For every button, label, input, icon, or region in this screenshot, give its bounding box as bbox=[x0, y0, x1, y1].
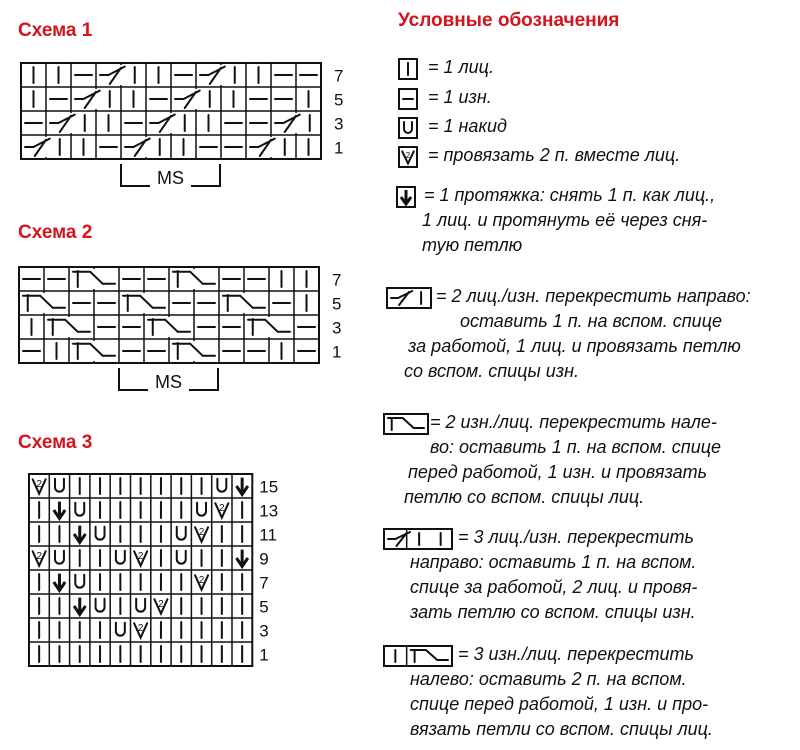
scheme1-title: Схема 1 bbox=[18, 20, 93, 41]
k2tog-number: 2 bbox=[36, 479, 42, 491]
k2tog-number: 2 bbox=[219, 503, 225, 515]
legend-item-cross3r-line: зать петлю со вспом. спицы изн. bbox=[410, 602, 696, 622]
legend-symbol-purl bbox=[398, 88, 418, 110]
legend-item-cross3l-line: = 3 изн./лиц. перекрестить bbox=[458, 644, 694, 664]
row-number: 7 bbox=[334, 66, 344, 86]
legend-symbol-cross2r bbox=[386, 287, 432, 309]
k2tog-number: 2 bbox=[158, 599, 164, 611]
legend-item-cross2r-line: за работой, 1 лиц. и провязать петлю bbox=[408, 336, 741, 356]
row-number: 5 bbox=[334, 90, 344, 110]
scheme2-title: Схема 2 bbox=[18, 222, 93, 243]
legend-item-cross3r-line: направо: оставить 1 п. на вспом. bbox=[410, 552, 697, 572]
row-number: 3 bbox=[259, 621, 269, 641]
legend-item-cross2l-line: перед работой, 1 изн. и провязать bbox=[408, 462, 708, 482]
legend-item-cross2r-line: = 2 лиц./изн. перекрестить направо: bbox=[436, 286, 751, 306]
legend-item-cross3l-line: налево: оставить 2 п. на вспом. bbox=[410, 669, 687, 689]
legend-symbol-cross3r bbox=[383, 528, 453, 550]
scheme2-chart bbox=[18, 266, 358, 364]
row-number: 9 bbox=[259, 549, 269, 569]
legend-item-cross2r-line: со вспом. спицы изн. bbox=[404, 361, 580, 381]
row-number: 1 bbox=[259, 645, 269, 665]
scheme1-ms-label: MS bbox=[157, 168, 184, 188]
legend-item-cross3l-line: спице перед работой, 1 изн. и про- bbox=[410, 694, 709, 714]
scheme3-title: Схема 3 bbox=[18, 432, 93, 453]
row-number: 7 bbox=[259, 573, 269, 593]
legend-item-cross2l-line: петлю со вспом. спицы лиц. bbox=[404, 487, 645, 507]
k2tog-number: 2 bbox=[137, 623, 144, 635]
legend-item-cross3l-line: вязать петли со вспом. спицы лиц. bbox=[410, 719, 713, 739]
row-number: 15 bbox=[259, 477, 279, 497]
k2tog-number: 2 bbox=[137, 551, 144, 563]
row-number: 5 bbox=[332, 294, 342, 314]
scheme1-chart bbox=[20, 62, 360, 160]
scheme2-ms-label: MS bbox=[155, 372, 182, 392]
row-number: 3 bbox=[334, 114, 344, 134]
legend-item-cross2r-line: оставить 1 п. на вспом. спице bbox=[460, 311, 722, 331]
row-number: 1 bbox=[332, 342, 342, 362]
legend-item-arrow-line: тую петлю bbox=[422, 235, 523, 255]
k2tog-number: 2 bbox=[405, 150, 411, 160]
k2tog-number: 2 bbox=[36, 551, 42, 563]
legend-item-purl-line: = 1 изн. bbox=[428, 87, 492, 107]
legend-symbol-knit bbox=[398, 58, 418, 80]
legend-item-knit-line: = 1 лиц. bbox=[428, 57, 494, 77]
legend-title: Условные обозначения bbox=[398, 10, 620, 31]
scheme3-chart bbox=[28, 473, 291, 667]
legend-item-yo-line: = 1 накид bbox=[428, 116, 507, 136]
k2tog-number: 2 bbox=[198, 527, 205, 539]
row-number: 7 bbox=[332, 270, 342, 290]
legend-symbol-k2tog bbox=[398, 146, 418, 168]
legend-item-arrow-line: = 1 протяжка: снять 1 п. как лиц., bbox=[424, 185, 716, 205]
row-number: 11 bbox=[259, 525, 277, 545]
k2tog-number: 2 bbox=[198, 575, 205, 587]
legend-symbol-yo bbox=[398, 117, 418, 139]
row-number: 13 bbox=[259, 501, 279, 521]
legend-symbol-cross3l bbox=[383, 645, 453, 667]
row-number: 1 bbox=[334, 138, 344, 158]
legend-symbol-arrow bbox=[396, 186, 416, 208]
legend-item-k2tog-line: = провязать 2 п. вместе лиц. bbox=[428, 145, 681, 165]
legend-item-arrow-line: 1 лиц. и протянуть её через сня- bbox=[422, 210, 708, 230]
legend-symbol-cross2l bbox=[383, 413, 429, 435]
legend-item-cross2l-line: = 2 изн./лиц. перекрестить нале- bbox=[430, 412, 717, 432]
legend-item-cross3r-line: = 3 лиц./изн. перекрестить bbox=[458, 527, 694, 547]
legend-item-cross3r-line: спице за работой, 2 лиц. и провя- bbox=[410, 577, 698, 597]
row-number: 5 bbox=[259, 597, 269, 617]
legend-item-cross2l-line: во: оставить 1 п. на вспом. спице bbox=[430, 437, 722, 457]
row-number: 3 bbox=[332, 318, 342, 338]
